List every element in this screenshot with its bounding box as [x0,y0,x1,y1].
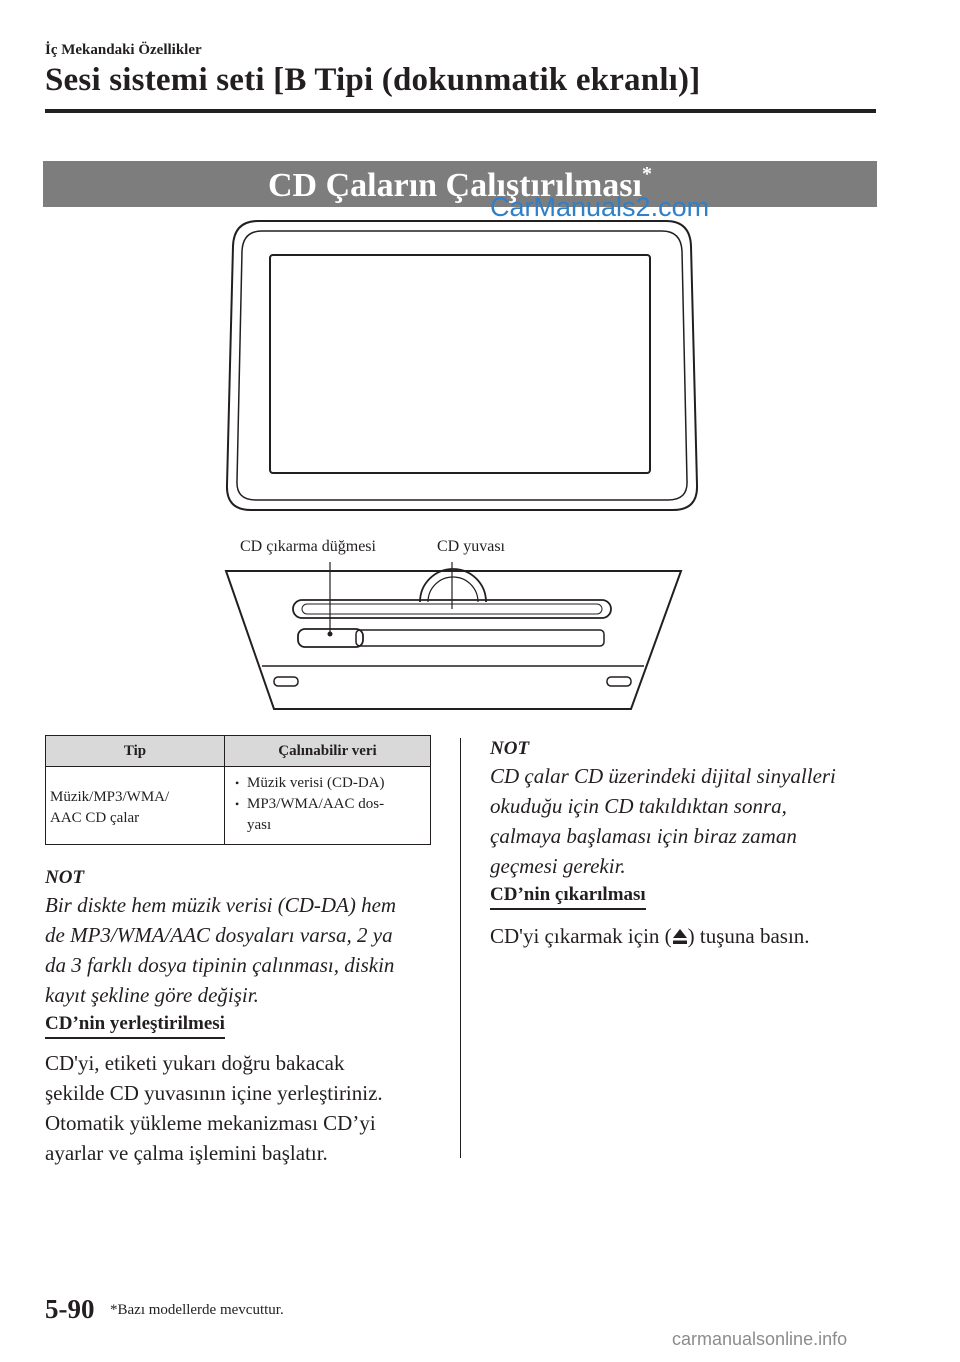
page-number: 5-90 [45,1294,95,1324]
column-divider [460,738,461,1158]
playable-data-table [45,735,431,845]
footnote: *Bazı modellerde mevcuttur. [110,1302,284,1318]
type-line: Müzik/MP3/WMA/ [50,789,170,805]
insert-heading: CD’nin yerleştirilmesi [45,1013,225,1039]
watermark-logo: CarManuals2.com [490,192,710,222]
type-line: AAC CD çalar [50,810,140,826]
eject-text: CD'yi çıkarmak için ( ) tuşuna basın. [490,921,810,954]
insert-text: CD'yi, etiketi yukarı doğru bakacak şekilde CD yuvasının içine yerleştiriniz. Otomatik yükleme mekanizması CD’yi ayarlar ve çalma işlemini başlatır. [45,1051,383,1165]
eject-icon [672,924,688,954]
eject-heading: CD’nin çıkarılması [490,884,646,910]
note-text: CD çalar CD üzerindeki dijital sinyalleri okuduğu için CD takıldıktan sonra, çalmaya başlaması için biraz zaman geçmesi gerekir. [490,764,836,878]
section-title: CD Çaların Çalıştırılması [268,167,642,204]
touchscreen-display [227,221,697,510]
note-label: NOT [490,738,530,759]
note-text: Bir diskte hem müzik verisi (CD-DA) hem de MP3/WMA/AAC dosyaları varsa, 2 ya da 3 farklı dosya tipinin çalınması, diskin kayıt şekline göre değişir. [45,893,397,1007]
page-title: Sesi sistemi seti [B Tipi (dokunmatik ekranlı)] [45,62,701,98]
table-cell-data [225,767,431,845]
note-label: NOT [45,867,85,888]
breadcrumb: İç Mekandaki Özellikler [45,42,202,58]
table-cell-type [46,767,225,845]
table-row [46,767,431,845]
cd-unit [226,569,681,709]
table-header-type: Tip [46,736,225,767]
callout-slot-label: CD yuvası [437,538,505,555]
list-item: • Müzik verisi (CD-DA) [247,773,426,794]
section-marker: * [641,162,652,185]
table-header-data: Çalınabilir veri [225,736,431,767]
watermark-footer: carmanualsonline.info [672,1329,848,1349]
callout-eject-label: CD çıkarma düğmesi [240,538,376,555]
list-item: • MP3/WMA/AAC dos- yası [247,794,426,836]
